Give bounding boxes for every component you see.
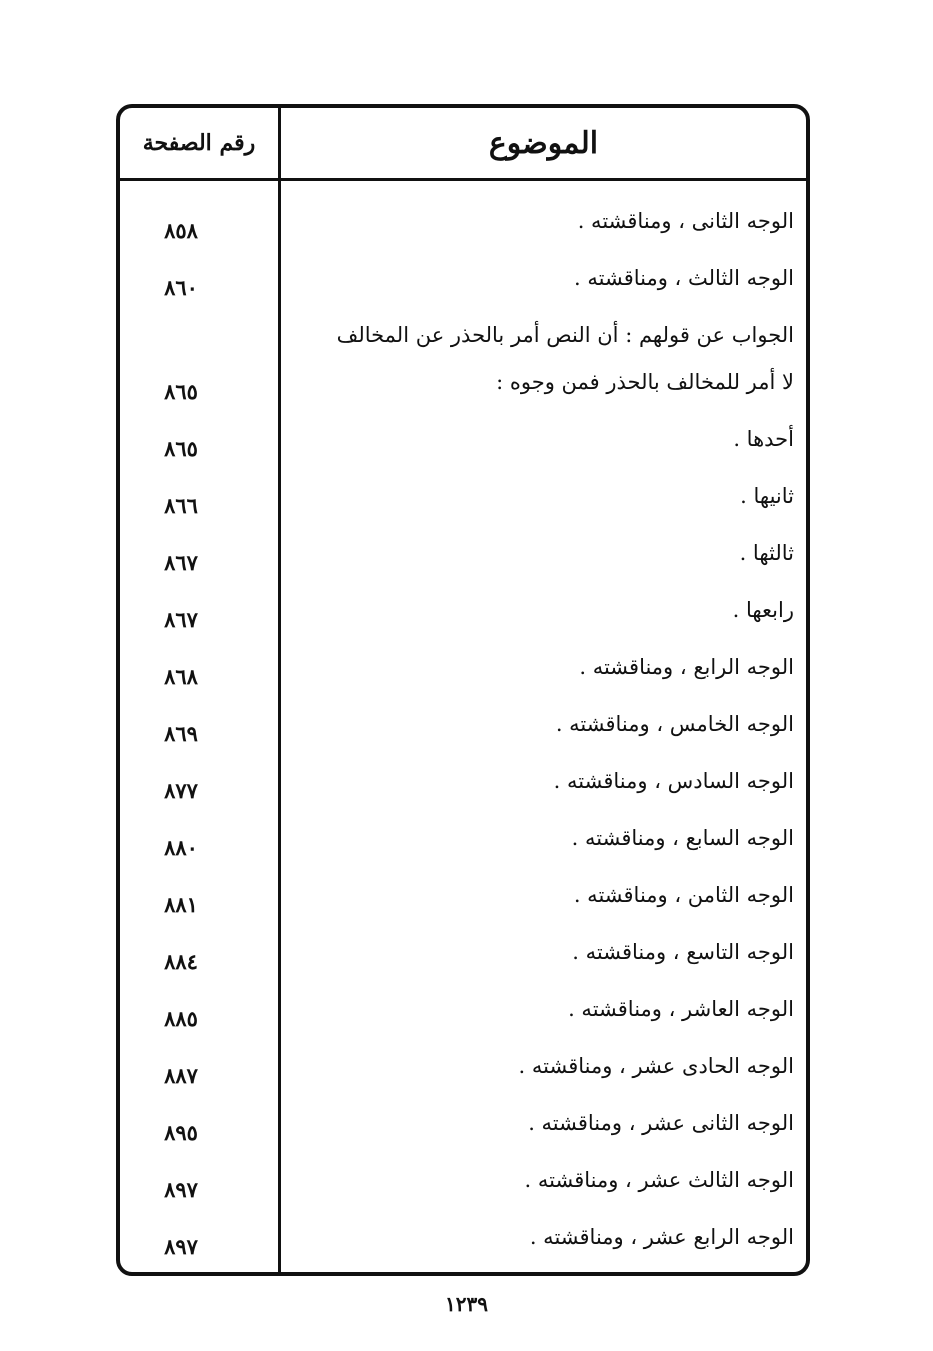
table-row: [120, 418, 806, 475]
row-topic: الوجه العاشر ، ومناقشته .: [568, 997, 794, 1021]
row-page-number: ٨٨٤: [164, 949, 198, 974]
row-page-number: ٨٦٠: [164, 275, 198, 300]
row-page-number: ٨٧٧: [164, 778, 198, 803]
table-row: [120, 1045, 806, 1102]
table-row: [120, 760, 806, 817]
table-row: [120, 475, 806, 532]
row-topic: أحدها .: [733, 427, 794, 451]
table-row: [120, 1159, 806, 1216]
row-topic: رابعها .: [732, 598, 794, 622]
index-table-frame: [116, 104, 810, 1276]
row-page-number: ٨٨٥: [164, 1006, 198, 1031]
row-page-number: ٨٩٧: [164, 1234, 198, 1259]
row-topic: الوجه السادس ، ومناقشته .: [553, 769, 794, 793]
table-row: [120, 817, 806, 874]
row-topic: ثانيها .: [740, 484, 794, 508]
table-row: [120, 532, 806, 589]
table-row: [120, 874, 806, 931]
row-topic-line-2: لا أمر للمخالف بالحذر فمن وجوه :: [496, 370, 794, 394]
table-row: [120, 314, 806, 418]
row-topic-line-1: الجواب عن قولهم : أن النص أمر بالحذر عن المخالف: [336, 323, 794, 347]
row-page-number: ٨٨١: [164, 892, 198, 917]
table-row: [120, 988, 806, 1045]
table-row: [120, 200, 806, 257]
index-rows: [120, 200, 806, 1273]
row-topic: الوجه الرابع عشر ، ومناقشته .: [529, 1225, 794, 1249]
row-page-number: ٨٦٩: [164, 721, 198, 746]
row-topic: الوجه الثالث عشر ، ومناقشته .: [524, 1168, 794, 1192]
topic-column-header: الموضوع: [488, 125, 599, 161]
header-separator: [120, 178, 806, 181]
row-page-number: ٨٨٠: [164, 835, 198, 860]
table-row: [120, 589, 806, 646]
row-topic: الوجه الثانى ، ومناقشته .: [577, 209, 794, 233]
row-topic: الوجه التاسع ، ومناقشته .: [572, 940, 794, 964]
table-row: [120, 1102, 806, 1159]
row-page-number: ٨٦٥: [164, 379, 198, 404]
row-topic: الوجه السابع ، ومناقشته .: [571, 826, 794, 850]
page-column-header: رقم الصفحة: [142, 130, 256, 156]
row-topic: الوجه الثامن ، ومناقشته .: [573, 883, 794, 907]
table-row: [120, 703, 806, 760]
row-page-number: ٨٦٨: [164, 664, 198, 689]
row-page-number: ٨٥٨: [164, 218, 198, 243]
row-topic: الوجه الحادى عشر ، ومناقشته .: [518, 1054, 794, 1078]
row-page-number: ٨٦٥: [164, 436, 198, 461]
table-row: [120, 646, 806, 703]
row-topic: [278, 312, 806, 418]
table-row: [120, 931, 806, 988]
page-footer-number: ١٢٣٩: [445, 1292, 488, 1316]
table-row: [120, 1216, 806, 1273]
row-topic: الوجه الثانى عشر ، ومناقشته .: [528, 1111, 794, 1135]
row-page-number: ٨٨٧: [164, 1063, 198, 1088]
row-topic: الوجه الخامس ، ومناقشته .: [555, 712, 794, 736]
table-row: [120, 257, 806, 314]
row-topic: الوجه الثالث ، ومناقشته .: [574, 266, 794, 290]
row-topic: ثالثها .: [739, 541, 794, 565]
row-page-number: ٨٦٦: [164, 493, 198, 518]
row-topic: الوجه الرابع ، ومناقشته .: [579, 655, 794, 679]
row-page-number: ٨٦٧: [164, 607, 198, 632]
row-page-number: ٨٩٧: [164, 1177, 198, 1202]
row-page-number: ٨٦٧: [164, 550, 198, 575]
row-page-number: ٨٩٥: [164, 1120, 198, 1145]
